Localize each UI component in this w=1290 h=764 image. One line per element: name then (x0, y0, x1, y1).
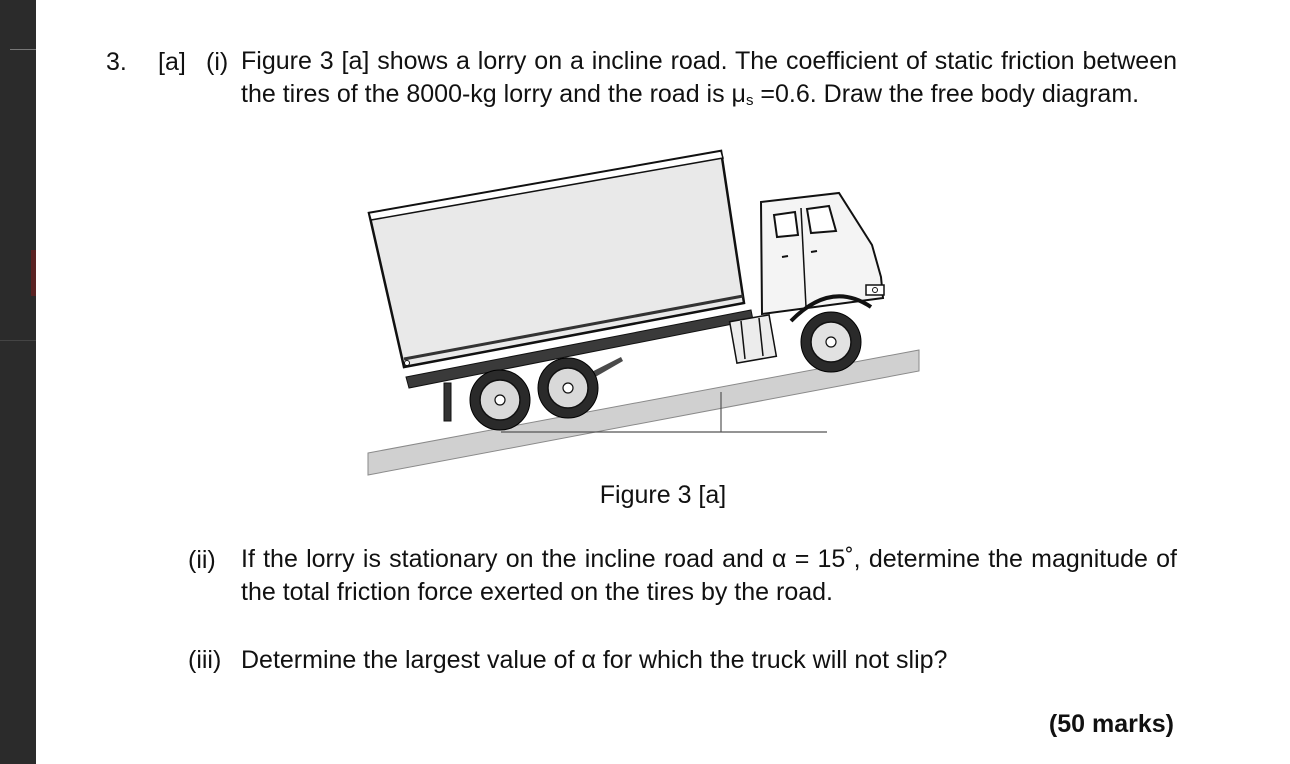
cab-window-rear (774, 212, 798, 237)
rear-mudflap (444, 383, 451, 421)
cab-handle-2 (811, 251, 817, 252)
cab-handle-1 (782, 256, 788, 257)
subquestion-ii-label: (ii) (188, 546, 216, 574)
subquestion-i-label: (i) (206, 48, 229, 76)
question-number: 3. (106, 48, 127, 76)
viewer-left-panel (0, 0, 36, 764)
subquestion-ii-text: If the lorry is stationary on the incline road and α = 15˚, determine the magnitude of the total friction force exerted on the tires by the road. (241, 545, 1177, 606)
figure-caption: Figure 3 [a] (599, 481, 727, 509)
marks-allocation: (50 marks) (1048, 710, 1174, 738)
question-part-label: [a] (158, 48, 186, 76)
subquestion-iii-label: (iii) (188, 646, 222, 674)
rear-wheel-2 (538, 358, 598, 418)
panel-divider (10, 49, 36, 50)
cargo-box-rivet (405, 361, 410, 366)
subquestion-iii-text: Determine the largest value of α for which the truck will not slip? (241, 646, 948, 674)
panel-separator (0, 340, 36, 341)
subquestion-i-text: Figure 3 [a] shows a lorry on a incline road. The coefficient of static friction between the tires of the 8000-kg lorry and the road is $\mu_s =0.6$. Draw the free body diagram. (241, 47, 1177, 109)
front-wheel (801, 312, 861, 372)
mu-subscript: s (745, 92, 754, 109)
rear-wheel-1 (470, 370, 530, 430)
cab-grille (866, 285, 884, 295)
lorry-incline-figure (361, 145, 961, 485)
document-page (36, 0, 1290, 764)
fuel-tank (730, 315, 777, 363)
